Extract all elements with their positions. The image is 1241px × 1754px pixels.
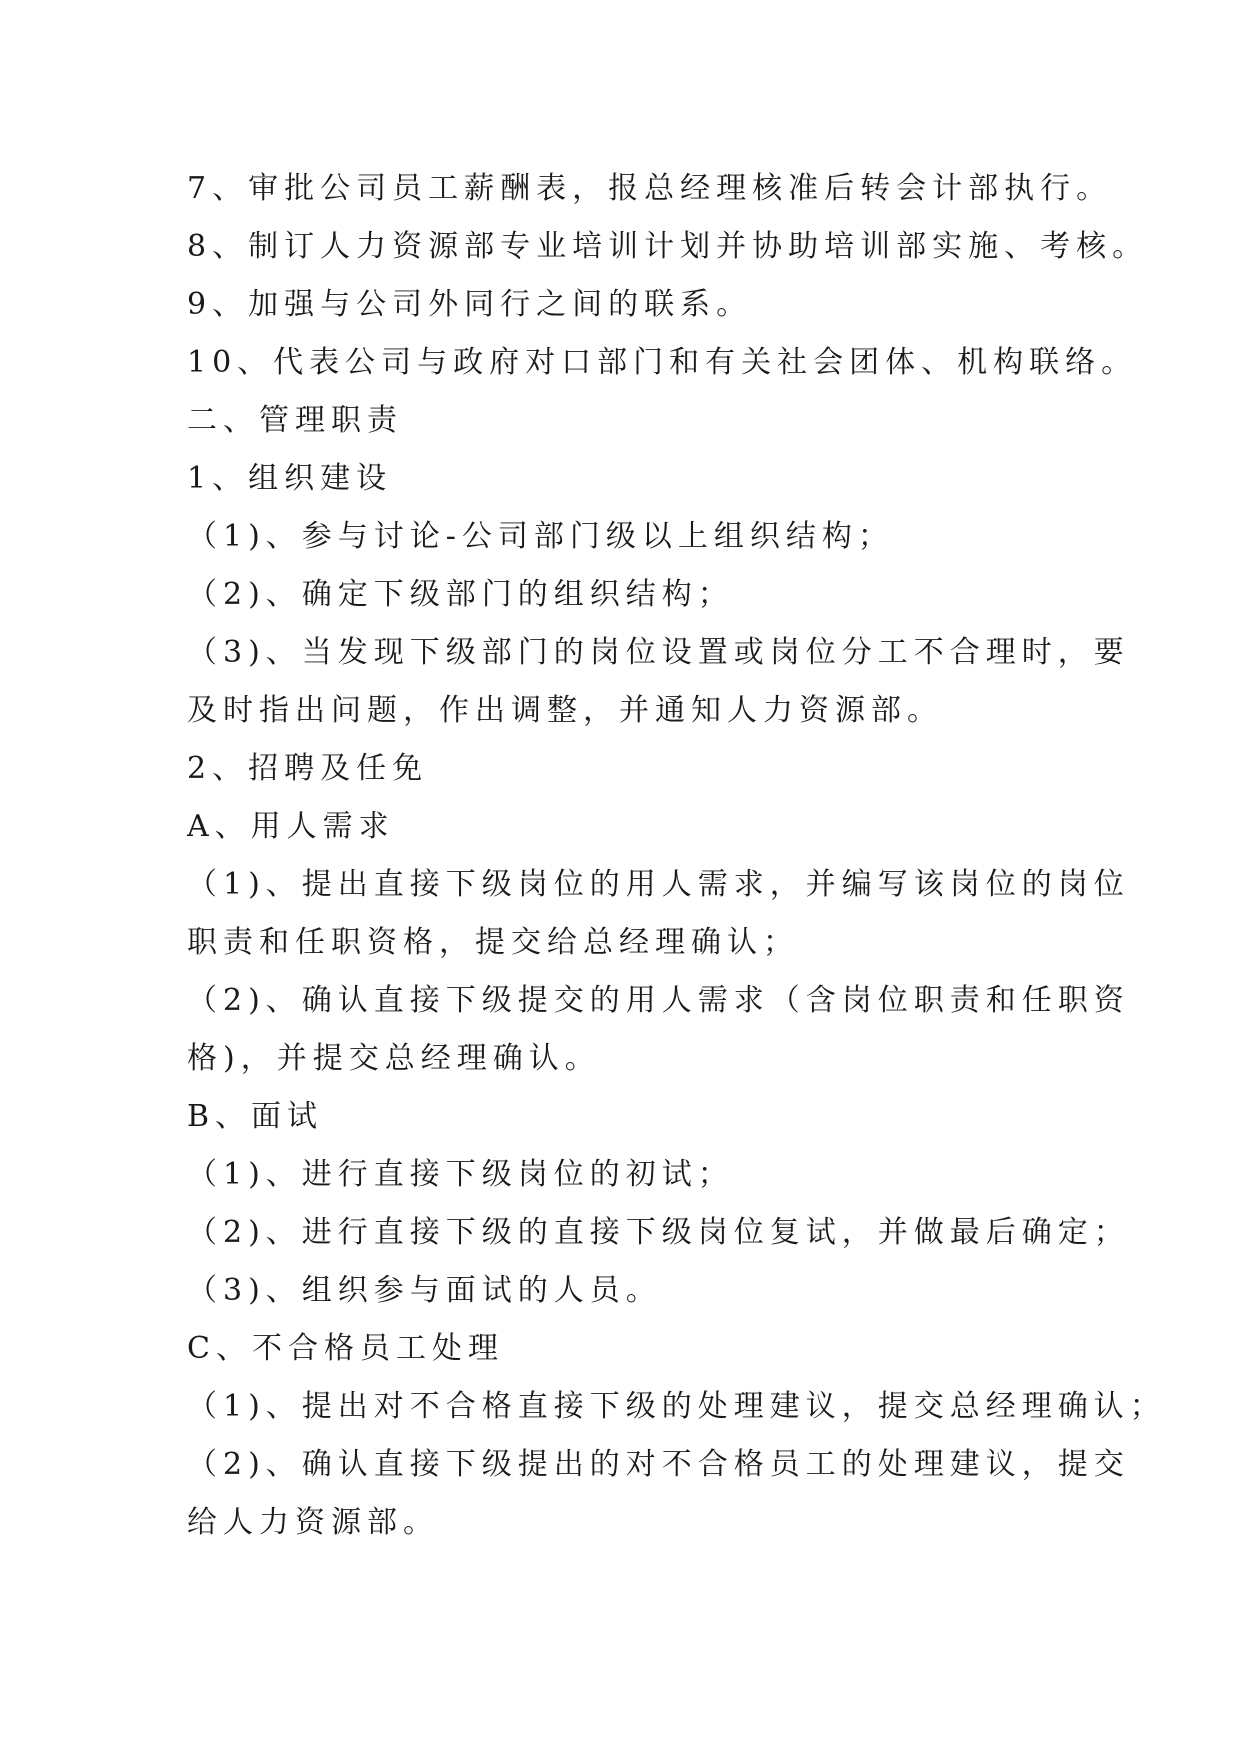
list-item-continuation: 格)，并提交总经理确认。 <box>187 1041 601 1076</box>
section-heading-management: 二、管理职责 <box>187 403 403 438</box>
subsection-heading-demand: A、用人需求 <box>187 809 395 844</box>
paragraph-item-7: 7、审批公司员工薪酬表，报总经理核准后转会计部执行。 <box>187 171 1113 206</box>
paragraph-item-9: 9、加强与公司外同行之间的联系。 <box>187 287 753 322</box>
paragraph-item-8: 8、制订人力资源部专业培训计划并协助培训部实施、考核。 <box>187 229 1149 264</box>
list-item: （2)、进行直接下级的直接下级岗位复试，并做最后确定； <box>187 1215 1130 1250</box>
subsection-heading-org: 1、组织建设 <box>187 461 393 496</box>
list-item: （2)、确认直接下级提交的用人需求（含岗位职责和任职资 <box>187 983 1130 1018</box>
list-item: （1)、提出直接下级岗位的用人需求，并编写该岗位的岗位 <box>187 867 1130 902</box>
paragraph-item-10: 10、代表公司与政府对口部门和有关社会团体、机构联络。 <box>187 345 1138 380</box>
list-item: （1)、提出对不合格直接下级的处理建议，提交总经理确认； <box>187 1389 1166 1424</box>
list-item: （2)、确认直接下级提出的对不合格员工的处理建议，提交 <box>187 1447 1130 1482</box>
list-item: （3)、组织参与面试的人员。 <box>187 1273 662 1308</box>
list-item: （1)、参与讨论-公司部门级以上组织结构； <box>187 519 894 554</box>
list-item-continuation: 职责和任职资格，提交给总经理确认； <box>187 925 799 960</box>
subsection-heading-interview: B、面试 <box>187 1099 324 1134</box>
list-item: （2)、确定下级部门的组织结构； <box>187 577 734 612</box>
subsection-heading-unqualified: C、不合格员工处理 <box>187 1331 504 1366</box>
list-item-continuation: 及时指出问题，作出调整，并通知人力资源部。 <box>187 693 943 728</box>
document-body <box>187 160 1166 1552</box>
subsection-heading-recruitment: 2、招聘及任免 <box>187 751 429 786</box>
list-item: （1)、进行直接下级岗位的初试； <box>187 1157 734 1192</box>
list-item: （3)、当发现下级部门的岗位设置或岗位分工不合理时，要 <box>187 635 1130 670</box>
list-item-continuation: 给人力资源部。 <box>187 1505 439 1540</box>
